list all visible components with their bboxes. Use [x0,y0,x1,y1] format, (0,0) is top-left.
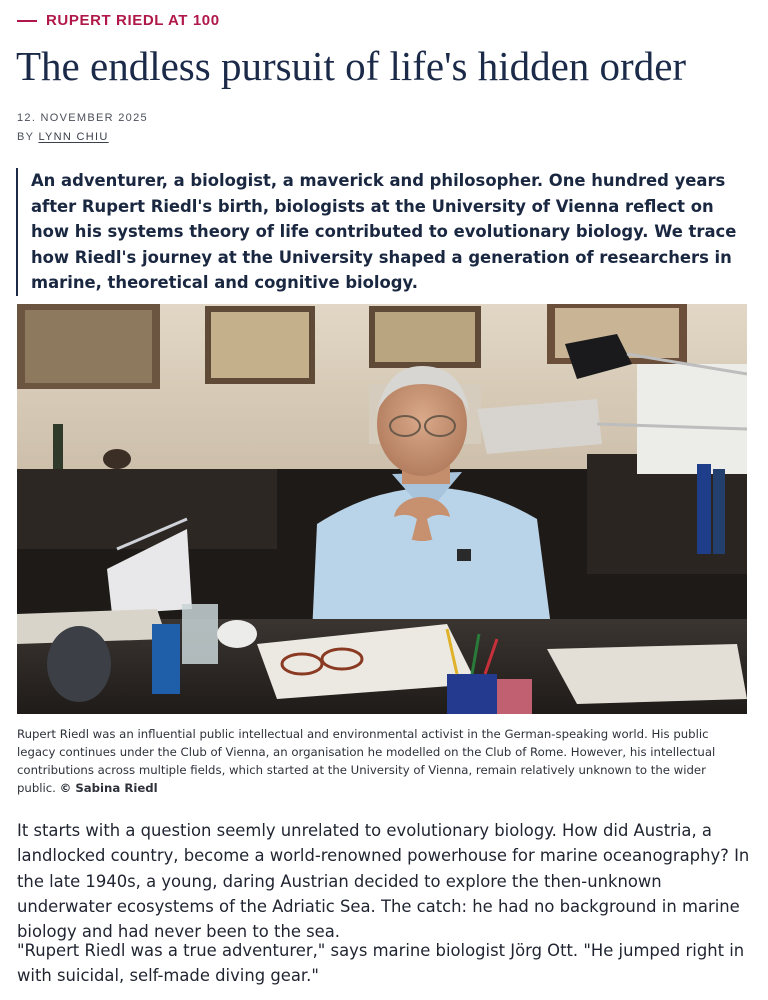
office-portrait-illustration [17,304,747,714]
photo-credit: © Sabina Riedl [59,781,158,795]
article-photo [17,304,747,714]
caption-text: Rupert Riedl was an influential public intellectual and environmental activist in the German-speaking world. His public legacy continues under the Club of Vienna, an organisation he modelled on the Club of Rome. However, his intellectual contributions across multiple fields, which started at the University of Vienna, remain relatively unknown to the wider public. [17,727,716,795]
byline [17,131,109,143]
byline-prefix: BY [17,131,35,143]
body-paragraph: "Rupert Riedl was a true adventurer," says marine biologist Jörg Ott. "He jumped right in with suicidal, self-made diving gear." [17,941,745,986]
article-kicker [17,12,220,29]
kicker-label[interactable]: RUPERT RIEDL AT 100 [46,12,220,29]
author-link[interactable]: LYNN CHIU [38,131,109,143]
publish-date: 12. NOVEMBER 2025 [17,112,148,124]
body-paragraph: It starts with a question seemly unrelated to evolutionary biology. How did Austria, a landlocked country, become a world-renowned powerhouse for marine oceanography? In the late 1940s, a young, daring Austrian decided to explore the then-unknown underwater ecosystems of the Adriatic Sea. The catch: he had no background in marine biology and had never been to the sea. [17,821,750,942]
photo-caption [17,725,745,797]
article-title: The endless pursuit of life's hidden order [16,43,687,89]
kicker-rule [17,20,37,22]
article-lede: An adventurer, a biologist, a maverick and philosopher. One hundred years after Rupert Riedl's birth, biologists at the University of Vienna reflect on how his systems theory of life contributed to evolutionary biology. We trace how Riedl's journey at the University shaped a generation of researchers in marine, theoretical and cognitive biology. [16,168,744,296]
